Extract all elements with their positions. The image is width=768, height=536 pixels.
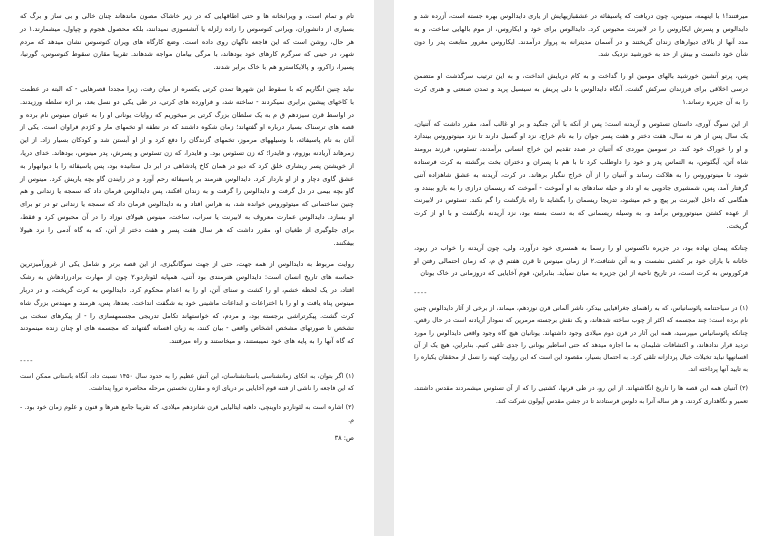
footnote-separator: ---- xyxy=(20,356,34,365)
right-footnote-2: (۲) آتنیان همه این قصه ها را تاریخ انگاشتهاند. از این رو، در طی قرنها، کشتیی را که از آن تسئوس میشمردند مقدس داشتند، تعمیر و نگاهداری کردند، و هر ساله آنرا به دلوس فرستادند تا در جشن مقدس آپولون شرکت کند. xyxy=(414,385,748,405)
right-paragraph-1: میرفتند!۱ با اینهمه، مینوس، چون دریافت که پاسیفائه در عشقبازیهایش از یاری دایدالوس بهره جسته است، آزرده شد و دایدالوس و پسرش ایکاروس را در لابیرنت محبوس کرد. دایدالوس برای خود و ایکاروس، از موم بالهایی ساخت، و به مدد آنها از بالای دیوارهای زندان گریختند و در آسمان مدیترانه به پرواز درآمدند. ایکاروس مغرور متابعت پدر را دون شأن خود دانست و بیش از حد به خورشید نزدیک شد. xyxy=(414,12,748,59)
left-footnote-1: (۱) اگر بتوان، به اتکای زمانشناسی باستانشناسان، این آتش عظیم را به حدود سال ۱۴۵۰ نسبت داد، آنگاه باستانی ممکن است که این فاجعه را ناشی از فتنه قوم آخایایی بر دریای اژه و مقارن نخستین مرحله محاصره تروا پنداشت. xyxy=(20,372,355,393)
footnote-separator: ---- xyxy=(414,289,428,298)
left-page xyxy=(0,0,374,536)
right-paragraph-4: چنانکه پیمان نهاده بود، در جزیره ناکسوس او را رسما به همسری خود درآورد، ولی، چون آریدنه را خواب در ربود، خاتانه با یاران خود بر کشتی نشست و به آتن شتافت.۲ از زمان مینوس تا قرن هفتم ق م، که زمان احتمالی رفتن او فرکوروس به کرت است، در تاریخ ناحیه از این جزیره به میان نمیآید. بنابراین، قوم آخایایی که دروزمانی در خاک یونان xyxy=(414,243,748,278)
right-paragraph-2: پس، پرتو آتشین خورشید بالهای مومین او را گداخت و به کام دریایش انداخت، و به این ترتیب سرگذشت او متضمن درسی اخلاقی برای فرزندان سرکش گشت. آنگاه دایدالوس با دلی پریش به سیسیل پرید و تمدن صنعتی و هنری کرت را به آن جزیره رساند.۱ xyxy=(414,72,748,106)
left-footnote-2: (۲) اشاره است به لئوناردو داوینچی، داهیه ایتالیایی قرن شانزدهم میلادی، که تقریبا جامع هنرها و فنون و علوم زمان خود بود. - م. xyxy=(20,404,354,424)
right-page xyxy=(394,0,768,536)
left-paragraph-1: تام و تمام است، و ویرانخانه ها و حتی اطاقهایی که در زیر خاشاک مصون ماندهاند چنان خالی و بی ساز و برگ که بسیاری از دانشوران، ویرانی کنوسوس را زاده زلزله یا آتشسوزی نمیدانند، بلکه محصول هجوم و چپاول، میشمارند.۱ در هر حال، روشن است که این فاجعه ناگهان روی داده است. وضع کارگاه های ویران کنوسوس نشان میدهد که مردم شهر، در حینی که سرگرم کارهای خود بودهاند، با مرگی بیامان مواجه شدهاند. تقریبا مقارن سقوط کنوسوس، گورنیا، پسیرا، زاکرو، و پالایکاسترو هم با خاک برابر شدند. xyxy=(20,12,355,72)
left-paragraph-2: نباید چنین انگاریم که با سقوط این شهرها تمدن کرتی یکسره از میان رفت، زیرا مجددا قصرهایی - که البته در عظمت با کاخهای پیشین برابری نمیکردند - ساخته شد، و فراورده های کرتی، در طی یکی دو نسل بعد، بر اژه سلطه ورزیدند. در اواسط قرن سیزدهم ق م به یک سلطان بزرگ کرتی بر میخوریم که روایات یونانی او را به عنوان مینوس نام برده و قصه های ترسناک بسیار درباره او گفتهاند؛ زمان شکوه داشتند که در نطفه او تخمهای مار و کژدم فراوان است. یکی از آنان به نام پاسیفائه، با وسیلههای مرموز، تخمهای گزندگان را دفع کرد و از او آبستن شد و کودکان بسیار زاد. از این زمرهاند آریادنه بوزوم، و فایدرا؛ که زن تسئوس بود. و فایدرا، که زن تسئوس و پسرش، پدر مینوس، بودهاند. خدای دریا، از خویشتن پسر ریشاری خلق کرد که دیو در همان کاخ پادشاهی در ابر دل ستانیده بود، پس پاسیفائه را با دیوانهوار به عشق گاوی دچار و از او بارداز کرد. دایدالوس هنرمند بر پاسیفائه رحم آورد و در زایندن گاو بچه یاریش کرد. مینوس از گاو بچه بیمی در دل گرفت و دایدالوس را گرفت و به زندان افکند، پس دایدالوس فرمان داد که سمجه یا زندانی و هم چنین ساختمانی که میتوئوروس خوانده شد، به هراس افتاد و به دایدالوس فرمان داد که سمجه یا زندانی تو در تو برای او بسازد. دایدالوس عمارت معروف به لابیرنت یا سراب، ساخت، مینوس هیولای نوزاد را در آن محبوس کرد و فقط، برای جلوگیری از طغیان او، مقرر داشت که هر سال هفت پسر و هفت دختر از آتن، که به گاه آدمی را نرد هیولا بیفکنند. xyxy=(20,84,354,247)
right-footnote-1: (۱) در سیاحتنامه پائوسانیاس، که به راهنمای جغرافیایی بیدکر، ناشر آلمانی قرن نوزدهم، میماند، از برخی از آثار دایدالوس چنین نام برده است: چند مجسمه که اکثر از چوب ساخته شدهاند، و یک نقش برجسته مرمرین که نمودار آریادنه است در حال رقص. چنانکه پائوسانیاس میپرسید، همه این آثار در قرن دوم میلادی وجود داشتهاند. یونانیان هیچ گاه وجود واقعی دایدالوس را مورد تردید قرار ندادهاند، و اکتشافات شلیمان به ما اجازه میدهد که حتی اساطیر یونانی را جدی تلقی کنیم. بنابراین، هیچ یک از آن افسانهها نباید تخیلات خیال پردازانه تلقی کرد. به احتمال بسیار، مقصود این است که این روایت کهنه را نسل از محققان یکباره را به تایید آنها پرداخته اند. xyxy=(414,305,748,374)
right-paragraph-3: از این سوگ آوری، داستان تسئوس و آریدنه است: پس از آنکه با آتن جنگید و بر او غالب آمد، مقرر داشت که آتنیان، یک سال پس از هر نه سال، هفت دختر و هفت پسر جوان را به نام خراج، نزد او گسیل دارند تا نزد مینوتوروس بیندازد و او را خوراک خود کند. در سومین موردی که آتنیان در صدد تقدیم این خراج انسانی برآمدند، تسئوس، فرزند برومند شاه آتن، آیگئوس، به التماس پدر و خود را داوطلب کرد تا با هم با پسران و دختران بخت برگشته به کرت فرستاده شود، تا مینوتوروس را به هلاکت رساند و آتنیان را از آن خراج ننگبار برهاند. در کرت، آریدنه به عشق شاهزاده آتنی گرفتار آمد، پس، شمشیری جادویی به او داد و حیله سادهای به او آموخت - آموخت که ریسمان درازی را به بازو ببندد و، هنگامی که داخل لابیرنت بر پیچ و خم میشود، تدریجا ریسمان را بگشاید تا راه بازگشت را گم نکند. تسئوس در لابیرنت از عهده کشتن مینوتوروس برآمد و، به وسیله ریسمانی که به دست بسته بود، نزد آریدنه بازگشت و با او از کرت گریخت. xyxy=(414,119,748,230)
page-number: ص: ۳۸ xyxy=(334,433,354,442)
left-paragraph-3: روایت مربوط به دایدالوس از همه جهت، حتی از جهت سوگانگیزی، از این قصه برتر و شامل یکی از غرورآمیزترین حماسه های تاریخ انسان است: دایدالوس هنرمندی بود آتنی، همپایه لئوناردو.۲ چون از مهارت برادرزادهاش به رشک افتاد، در یک لحظه خشم، او را کشت و سنای آتن، او را به اعدام محکوم کرد. دایدالوس به کرت گریخت، و در دربار مینوس پناه یافت و او را با اختراعات و ابداعات ماشینی خود به شگفت انداخت. بعدها، پس، هرمند و مهندس بزرگ شاه کرت گشت. پیکرتراشی برجسته بود، و مردم، که خواستهاند تکامل تدریجی مجسمهسازی را - از پیکرهای سخت بی تشخص تا صورتهای مشخص اشخاص واقعی - بیان کنند، به زبان افسانه گفتهاند که مجسمه های او چنان زنده مینمودند که گاه آنها را به پایه های خود نمیبستند، و میخاستند و راه میرفتند. xyxy=(20,260,354,346)
